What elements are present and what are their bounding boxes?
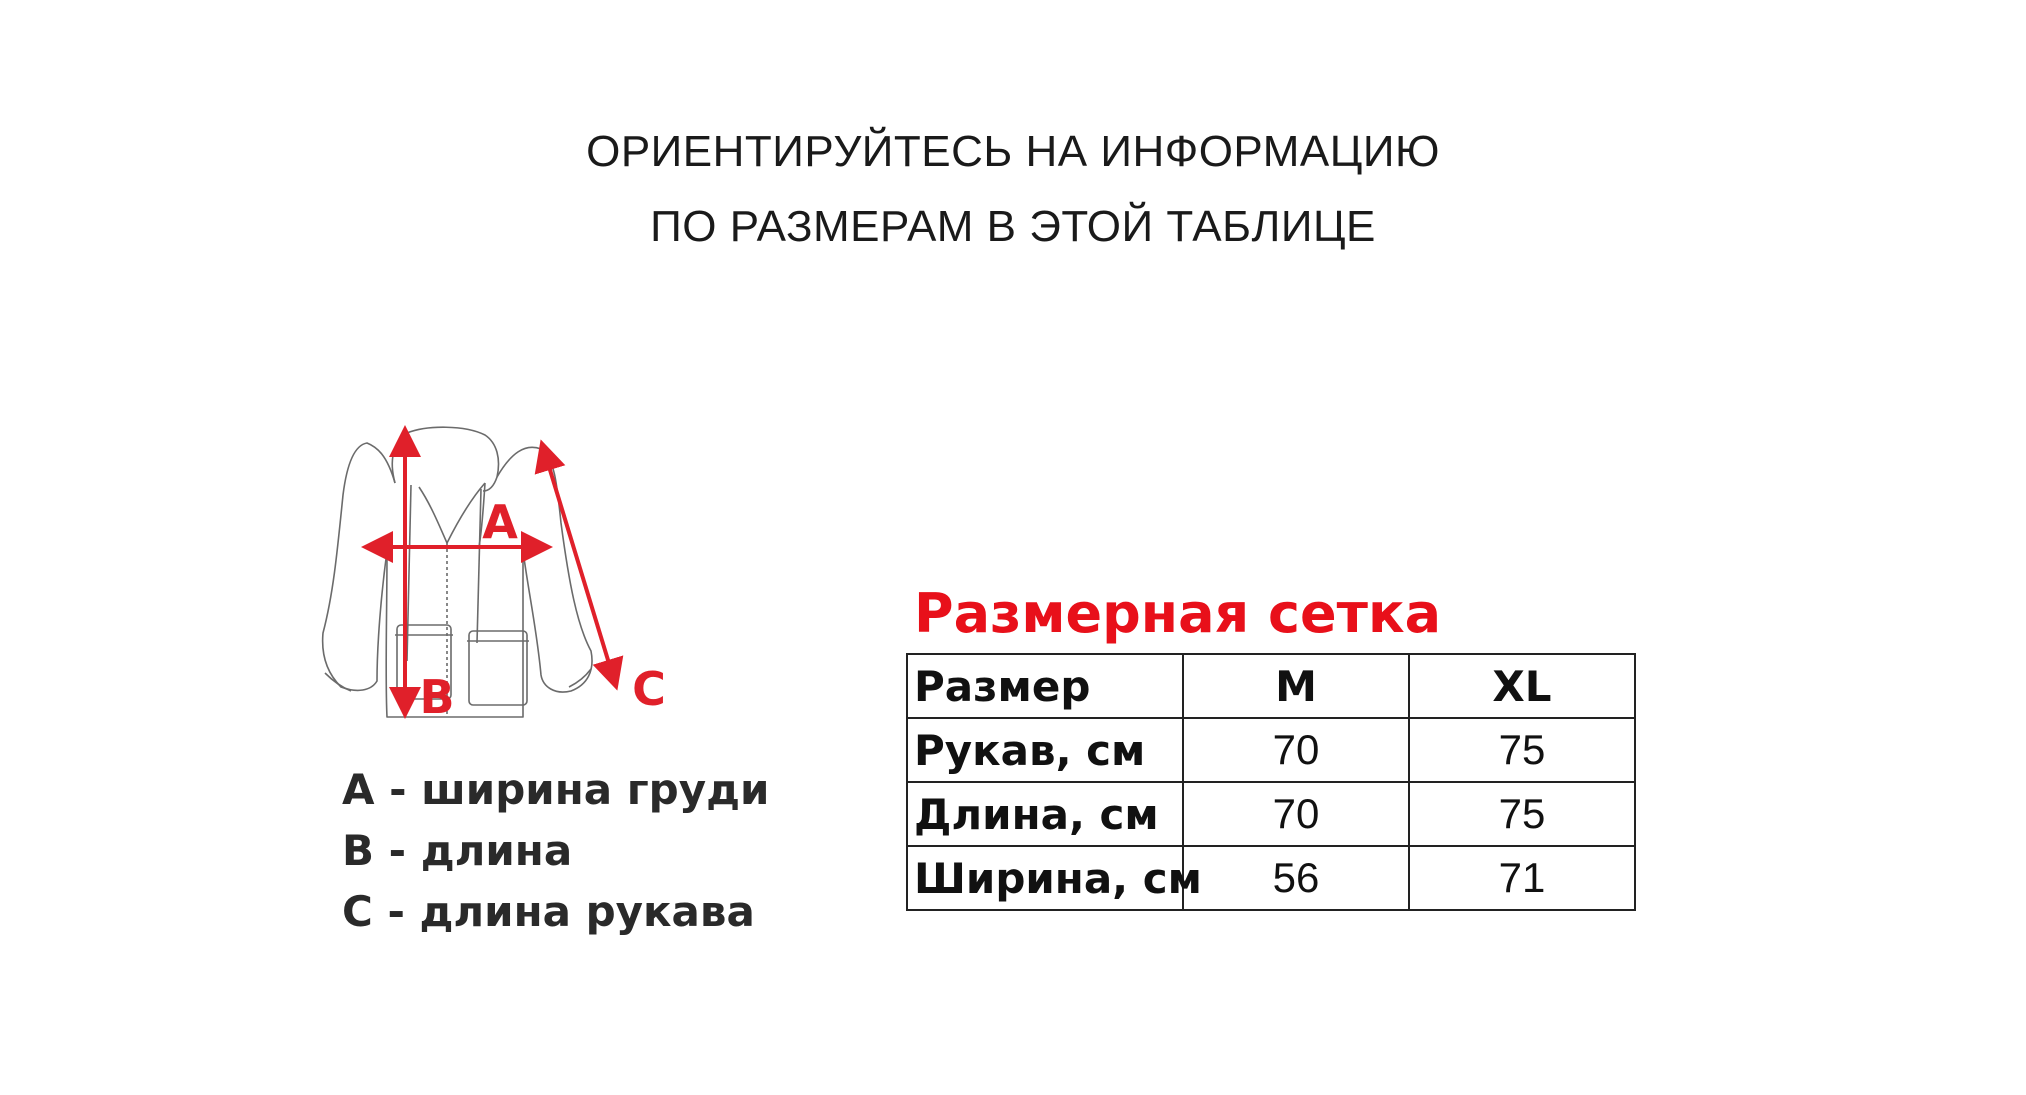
size-chart-title: Размерная сетка <box>914 582 1442 645</box>
legend-chest-width: A - ширина груди <box>342 765 770 814</box>
cell-value: 56 <box>1183 846 1409 910</box>
header-xl: XL <box>1409 654 1635 718</box>
label-b: B <box>419 670 455 724</box>
table-row <box>907 718 1635 782</box>
legend-length: B - длина <box>342 826 573 875</box>
header-size: Размер <box>907 654 1183 718</box>
cell-value: 75 <box>1409 782 1635 846</box>
table-row <box>907 846 1635 910</box>
label-a: A <box>482 495 518 549</box>
jacket-diagram <box>315 425 715 745</box>
table-row <box>907 782 1635 846</box>
size-table <box>906 653 1636 911</box>
row-label: Рукав, см <box>907 718 1183 782</box>
label-c: C <box>632 662 666 716</box>
row-label: Длина, см <box>907 782 1183 846</box>
cell-value: 70 <box>1183 782 1409 846</box>
row-label: Ширина, см <box>907 846 1183 910</box>
measurement-arrows <box>369 433 615 711</box>
header-m: M <box>1183 654 1409 718</box>
cell-value: 70 <box>1183 718 1409 782</box>
legend-sleeve-length: C - длина рукава <box>342 887 755 936</box>
header-line-1: ОРИЕНТИРУЙТЕСЬ НА ИНФОРМАЦИЮ <box>586 127 1440 176</box>
cell-value: 71 <box>1409 846 1635 910</box>
header-line-2: ПО РАЗМЕРАМ В ЭТОЙ ТАБЛИЦЕ <box>650 202 1376 251</box>
table-header-row <box>907 654 1635 718</box>
arrow-sleeve-c <box>543 447 615 683</box>
cell-value: 75 <box>1409 718 1635 782</box>
